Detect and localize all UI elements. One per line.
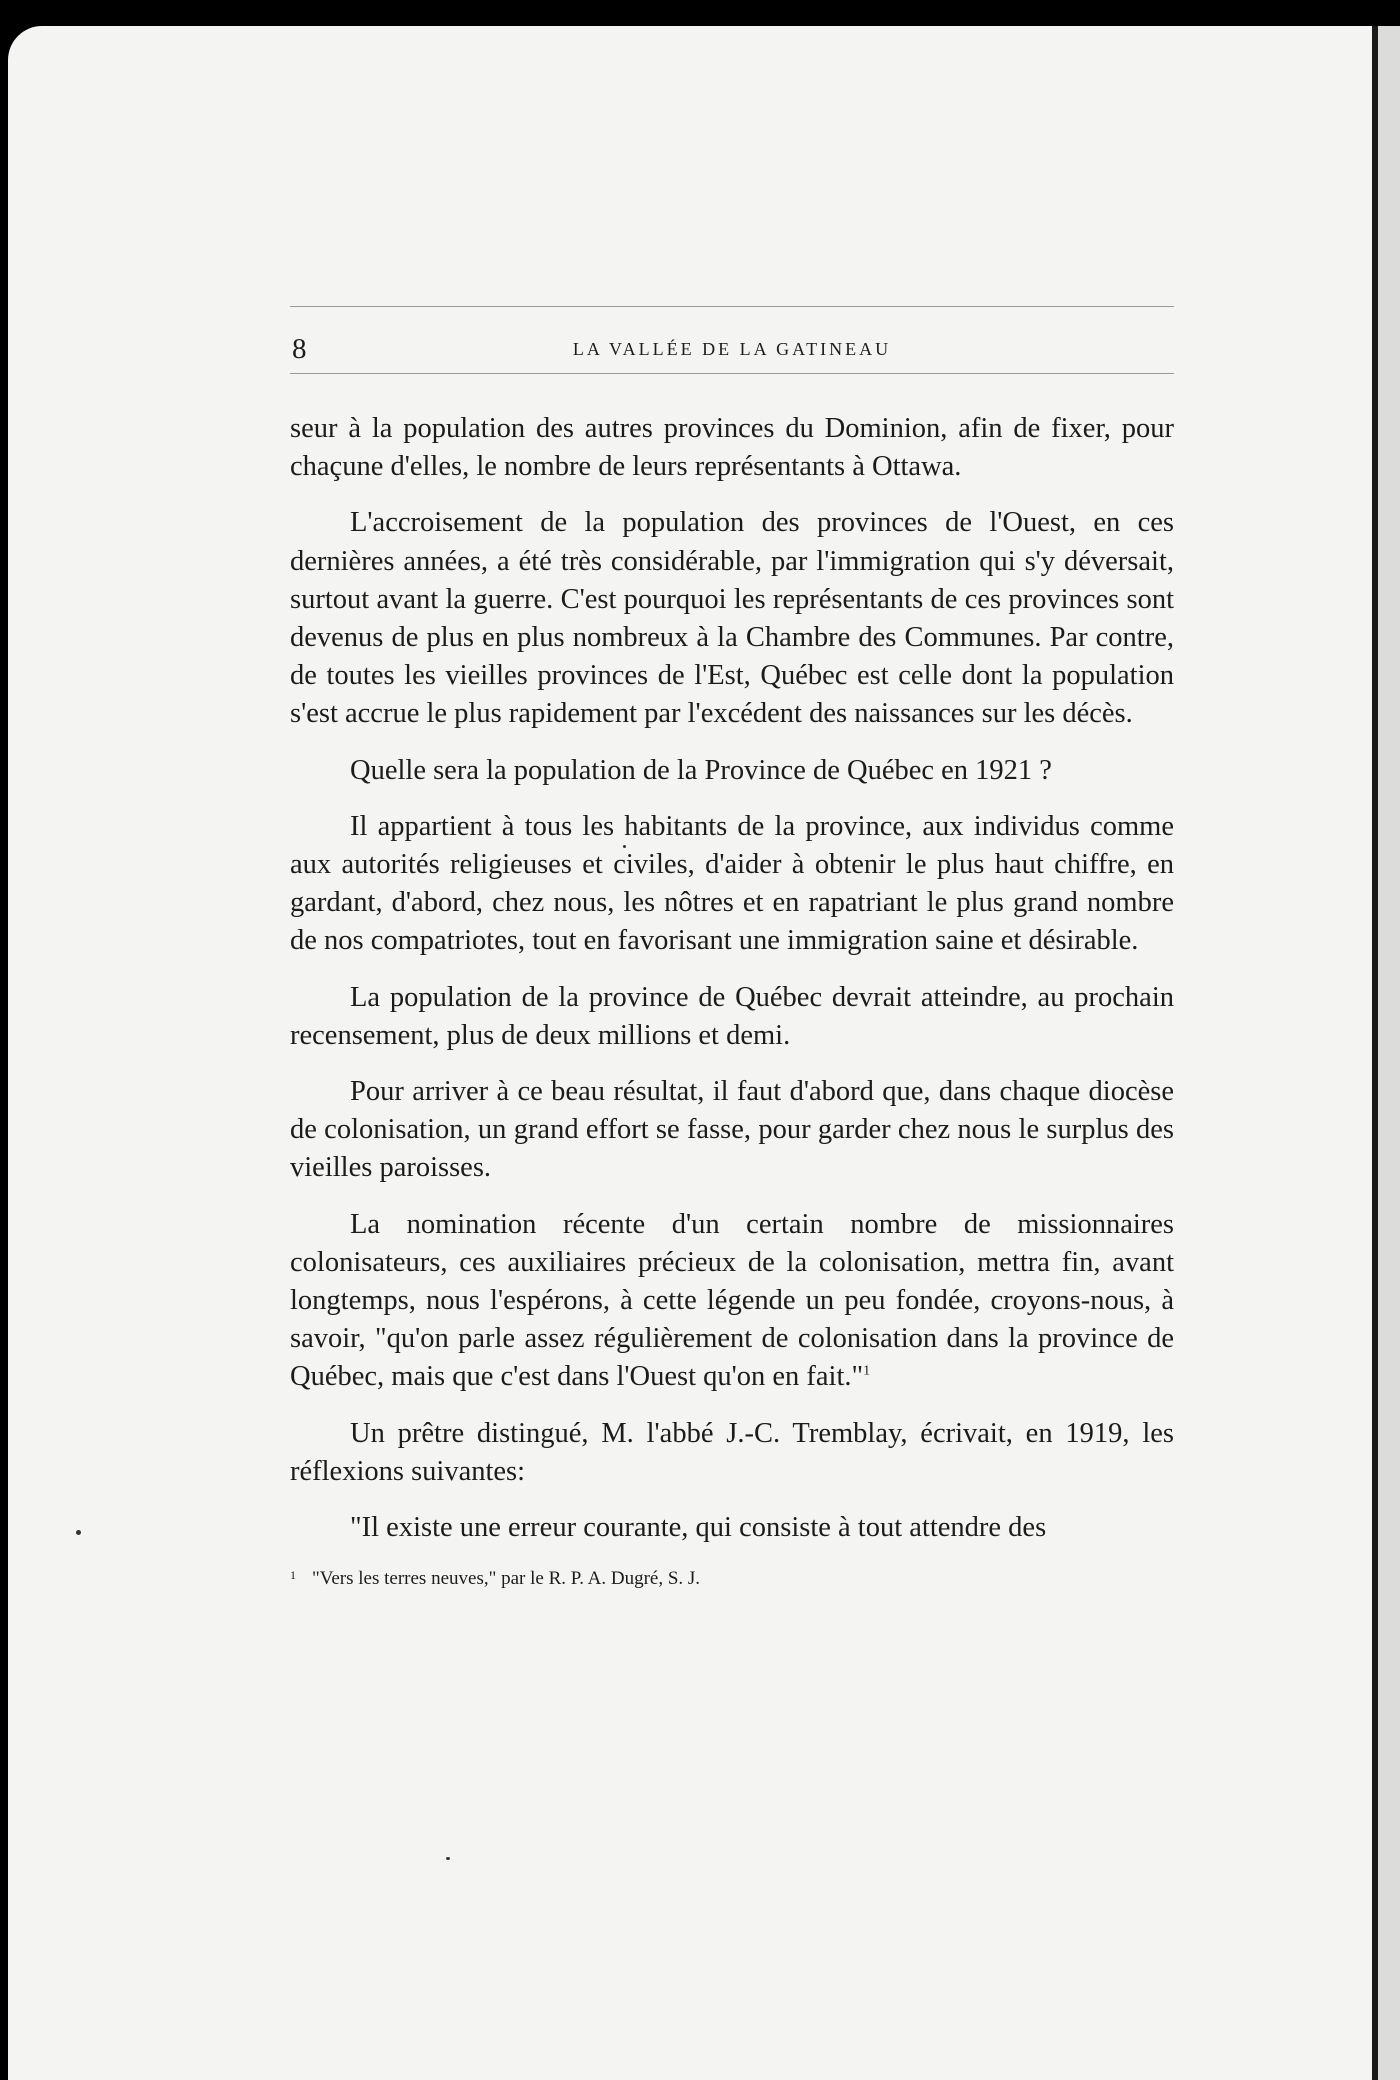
body-text: [290, 410, 1174, 1547]
page-content: [290, 306, 1174, 1593]
footnote-reference: 1: [863, 1363, 871, 1379]
header-bottom-rule: [290, 373, 1174, 374]
running-head: [290, 307, 1174, 373]
footnote-text: "Vers les terres neuves," par le R. P. A. Dugré, S. J.: [312, 1568, 701, 1590]
paragraph-1: seur à la population des autres provinces du Dominion, afin de fixer, pour chaçune d'elles, le nombre de leurs représentants à Ottawa.: [290, 413, 1174, 483]
book-page: [8, 26, 1372, 2080]
scan-speck: [446, 1857, 450, 1860]
paragraph-7-text: La nomination récente d'un certain nombre de missionnaires colonisateurs, ces auxiliaires précieux de la colonisation, mettra fin, avant longtemps, nous l'espérons, à cette légende un peu fondée, croyons-nous, à savoir, "qu'on parle assez régulièrement de colonisation dans la province de Québec, mais que c'est dans l'Ouest qu'on en fait.": [290, 1208, 1174, 1393]
paragraph-5: La population de la province de Québec devrait atteindre, au prochain recensement, plus de deux millions et demi.: [290, 981, 1174, 1051]
paragraph-3: Quelle sera la population de la Province de Québec en 1921 ?: [350, 754, 1052, 786]
facing-page-edge: [1378, 26, 1400, 2080]
footnote: [290, 1565, 1174, 1593]
scan-speck: [623, 845, 626, 848]
running-title: LA VALLÉE DE LA GATINEAU: [572, 339, 892, 359]
paragraph-6: Pour arriver à ce beau résultat, il faut d'abord que, dans chaque diocèse de colonisation, un grand effort se fasse, pour garder chez nous le surplus des vieilles paroisses.: [290, 1076, 1174, 1184]
paragraph-9: "Il existe une erreur courante, qui consiste à tout attendre des: [350, 1512, 1047, 1544]
page-number: 8: [292, 333, 307, 365]
paragraph-7: [290, 1206, 1174, 1397]
paragraph-2: L'accroisement de la population des provinces de l'Ouest, en ces dernières années, a été très considérable, par l'immigration qui s'y déversait, surtout avant la guerre. C'est pourquoi les représentants de ces provinces sont devenus de plus en plus nombreux à la Chambre des Communes. Par contre, de toutes les vieilles provinces de l'Est, Québec est celle dont la population s'est accrue le plus rapidement par l'excédent des naissances sur les décès.: [290, 507, 1174, 730]
footnote-mark: 1: [290, 1568, 296, 1583]
scan-speck: [76, 1530, 81, 1535]
paragraph-4: Il appartient à tous les habitants de la province, aux individus comme aux autorités religieuses et civiles, d'aider à obtenir le plus haut chiffre, en gardant, d'abord, chez nous, les nôtres et en rapatriant le plus grand nombre de nos compatriotes, tout en favorisant une immigration saine et désirable.: [290, 810, 1174, 957]
paragraph-8: Un prêtre distingué, M. l'abbé J.-C. Tremblay, écrivait, en 1919, les réflexions suivantes:: [290, 1417, 1174, 1487]
